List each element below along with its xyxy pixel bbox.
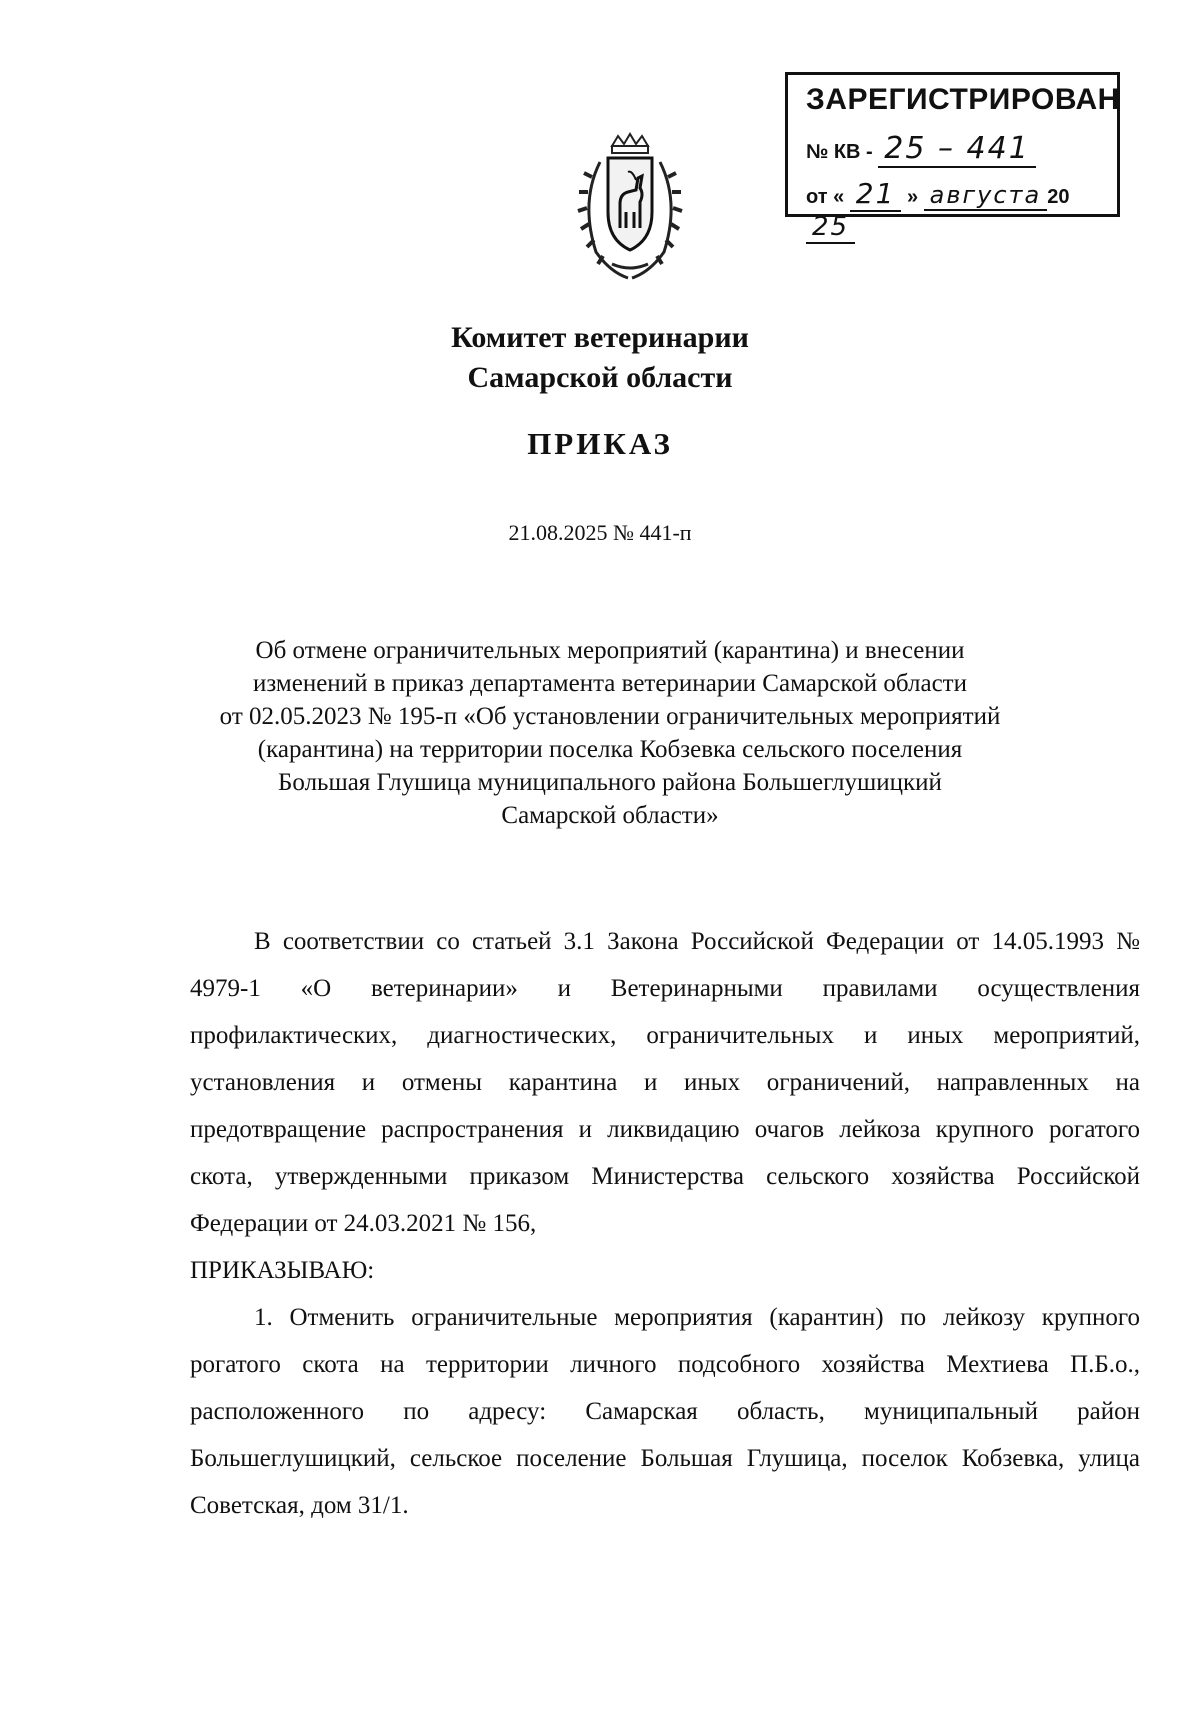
stamp-number-row	[806, 131, 1036, 168]
subject-line: изменений в приказ департамента ветеринарии Самарской области	[253, 670, 967, 697]
stamp-date-sep: »	[906, 186, 919, 208]
subject-line: (карантина) на территории поселка Кобзевка сельского поселения	[257, 736, 963, 763]
document-subject	[200, 634, 1020, 832]
subject-line: Самарской области»	[501, 802, 719, 829]
samara-coat-of-arms-icon	[570, 132, 690, 282]
stamp-date-month: августа	[924, 181, 1048, 211]
subject-line: от 02.05.2023 № 195-п «Об установлении ограничительных мероприятий	[219, 703, 1001, 730]
preamble-paragraph: В соответствии со статьей 3.1 Закона Российской Федерации от 14.05.1993 № 4979-1 «О ветеринарии» и Ветеринарными правилами осуществления профилактических, диагностических, ограничительных и иных мероприятий, установления и отмены карантина и иных ограничений, направленных на предотвращение распространения и ликвидацию очагов лейкоза крупного рогатого скота, утвержденными приказом Министерства сельского хозяйства Российской Федерации от 24.03.2021 № 156,	[190, 928, 1140, 1237]
stamp-date-prefix: от «	[806, 186, 845, 208]
order-word: ПРИКАЗЫВАЮ:	[190, 1257, 375, 1284]
organization-name-line2: Самарской области	[467, 361, 733, 394]
stamp-date-row	[806, 177, 1117, 244]
stamp-date-day: 21	[850, 177, 902, 212]
stamp-number-value: 25 – 441	[878, 131, 1036, 168]
document-body	[190, 918, 1140, 1529]
document-type: ПРИКАЗ	[527, 426, 673, 461]
stamp-number-label: № КВ -	[806, 141, 873, 163]
registration-stamp	[785, 72, 1120, 242]
subject-line: Большая Глушица муниципального района Большеглушицкий	[278, 769, 942, 796]
stamp-date-year-suffix: 25	[806, 212, 855, 244]
stamp-date-year-prefix: 20	[1047, 186, 1070, 208]
subject-line: Об отмене ограничительных мероприятий (карантина) и внесении	[255, 637, 965, 664]
organization-name	[0, 318, 1200, 398]
order-item-1: 1. Отменить ограничительные мероприятия (карантин) по лейкозу крупного рогатого скота на территории личного подсобного хозяйства Мехтиева П.Б.о., расположенного по адресу: Самарская область, муниципальный район Большеглушицкий, сельское поселение Большая Глушица, поселок Кобзевка, улица Советская, дом 31/1.	[190, 1304, 1140, 1519]
stamp-title: ЗАРЕГИСТРИРОВАН	[806, 83, 1120, 116]
document-date-number: 21.08.2025 № 441-п	[508, 520, 692, 545]
organization-name-line1: Комитет ветеринарии	[451, 321, 749, 354]
